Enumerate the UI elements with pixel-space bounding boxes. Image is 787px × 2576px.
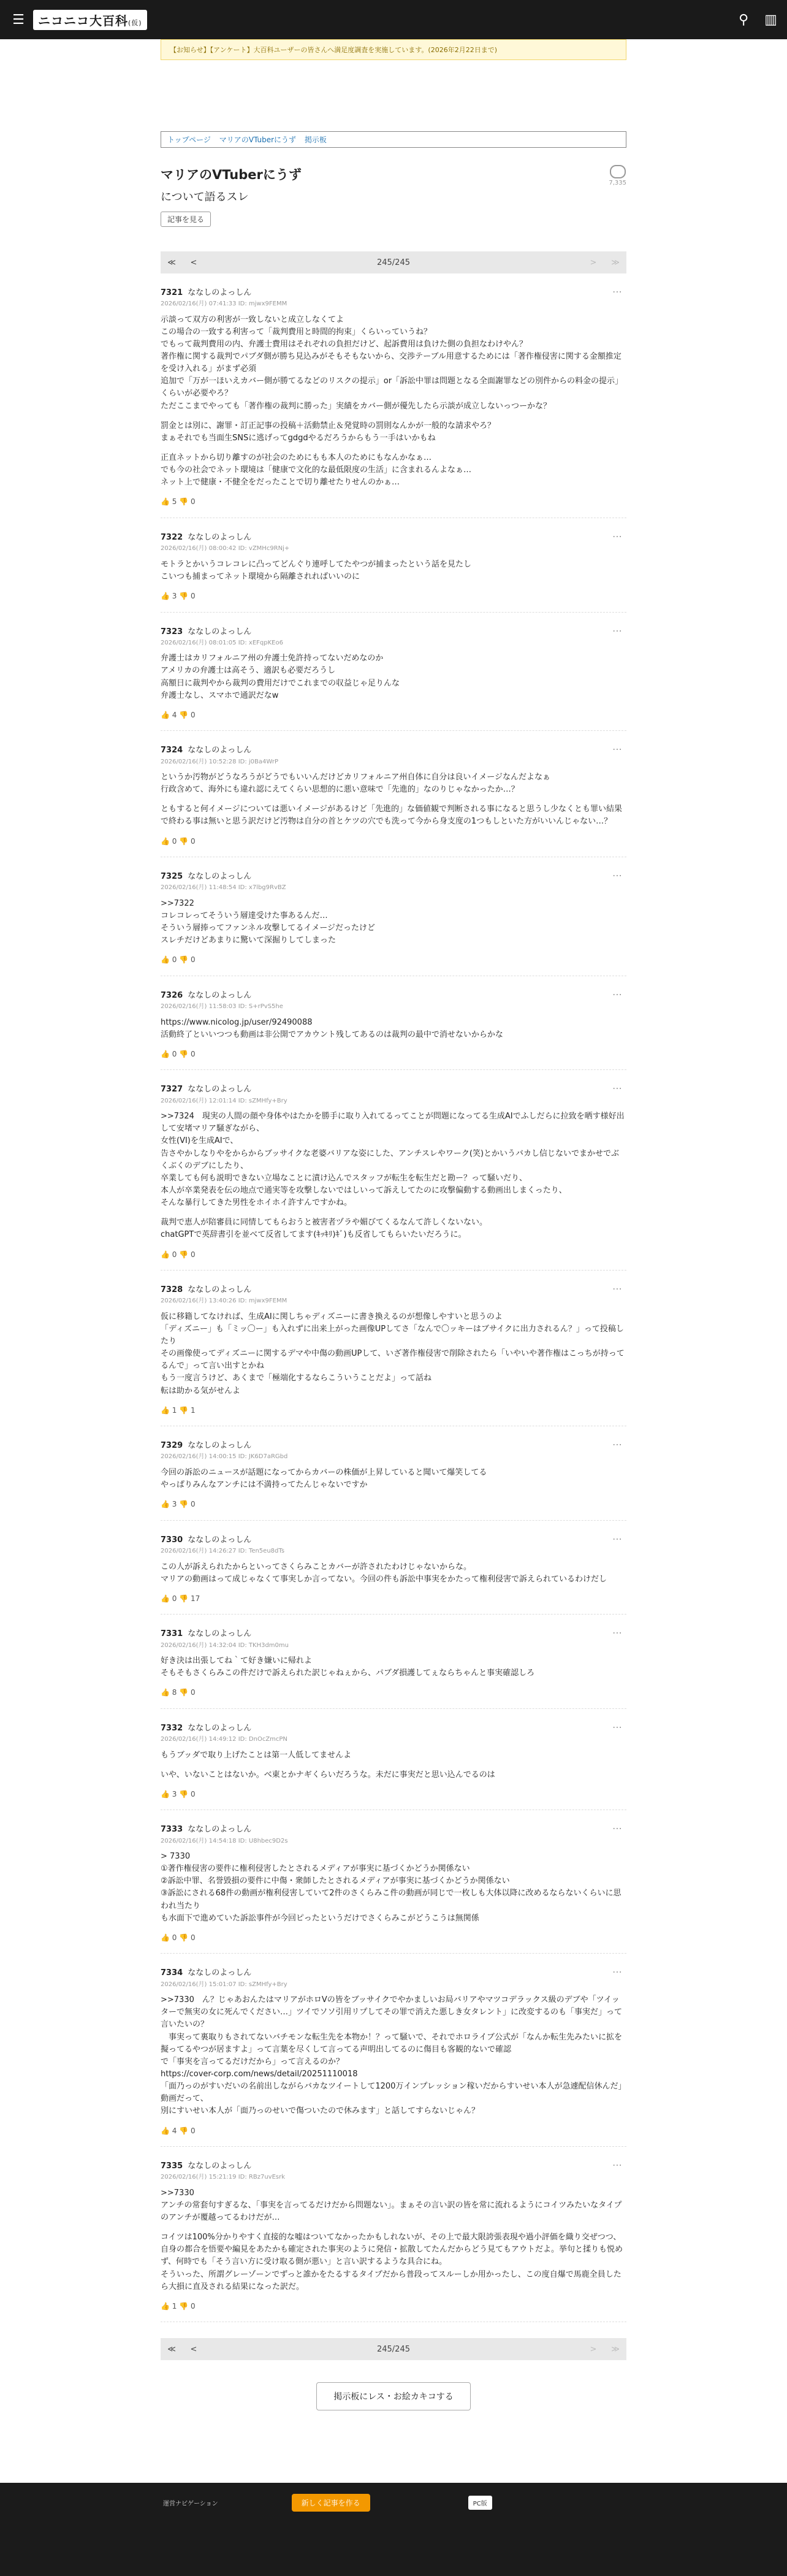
post-menu-icon[interactable]: ⋯: [612, 743, 623, 755]
post-paragraph: この人が訴えられたからといってさくらみことカバーが許されたわけじゃないからな。 マリアの動画はって成じゃなくて事実しか言ってない。今回の件も訴訟中事実をかたって権利侵害で訴えられているわけだし: [161, 1562, 607, 1584]
notice-text: 【お知らせ】【アンケート】大百科ユーザーの皆さんへ満足度調査を実施しています。(2026年2月22日まで): [170, 46, 497, 54]
post-paragraph: モトラとかいうコレコレに凸ってどんぐり連呼してたやつが捕まったという話を見たし こいつも捕まってネット環境から隔離されればいいのに: [161, 559, 472, 581]
bad-count: 0: [191, 591, 196, 600]
post-body: [161, 1311, 626, 1397]
post-header: [161, 1967, 626, 1979]
post-meta: 2026/02/16(月) 14:00:15 ID: JK6D7aRGbd: [161, 1453, 288, 1461]
post-header: [161, 626, 626, 638]
post-body: [161, 1655, 626, 1680]
bad-icon[interactable]: 👎: [179, 2126, 189, 2135]
good-count: 8: [172, 1688, 177, 1697]
pc-view-toggle[interactable]: PC版: [468, 2496, 492, 2510]
post-meta: 2026/02/16(月) 14:49:12 ID: DnOcZmcPN: [161, 1736, 287, 1743]
bad-icon[interactable]: 👎: [179, 710, 189, 719]
post-meta: 2026/02/16(月) 07:41:33 ID: mjwx9FEMM: [161, 300, 287, 308]
post: [161, 1709, 626, 1811]
post-paragraph: >>7324 現実の人間の顔や身体やはたかを勝手に取り入れてるってことが問題になってる生成AIでふしだらに拉致を晒す様好出して安堵マリア騒ぎながら、 女性(VI)を生成AIで、 告さやかしなりやをからからブッサイクな老婆バリアな姿にした、アンチスレやワーク(笑)とかいうバカし信じないでまかせでぶくぶくのデブにしたり、 卒業しても何も説明できない立場なことに漬け込んでスタッフが転生を転生だと勘ー？って騒いだり、 本人が卒業発表を伝の地点で通実等を攻撃しないではしいって訴えしてたのに攻撃偏動する動画出しまくったり、 そんな暴行してきた男性をホイホイ許すんですかね。: [161, 1112, 625, 1208]
good-icon[interactable]: 👍: [161, 1933, 170, 1942]
pager-prev-button[interactable]: <: [190, 258, 197, 267]
search-icon[interactable]: ⚲: [739, 12, 749, 28]
post-paragraph: 正直ネットから切り離すのが社会のためにもも本人のためにもなんかなぁ… でも今の社会でネット環境は「健康で文化的な最低限度の生活」に含まれるんよなぁ… ネット上で健康・不健全をだったことで切り離せたりせんのかぁ…: [161, 453, 472, 487]
view-article-button[interactable]: [161, 212, 211, 227]
bad-icon[interactable]: 👎: [179, 1405, 189, 1415]
post-menu-icon[interactable]: ⋯: [612, 1627, 623, 1639]
good-icon[interactable]: 👍: [161, 591, 170, 600]
bad-icon[interactable]: 👎: [179, 1500, 189, 1509]
good-count: 3: [172, 591, 177, 600]
post-paragraph: 仮に移籍してなければ、生成AIに関しちゃディズニーに書き換えるのが想像しやすいと思うのよ 「ディズニー」も「ミッ〇ー」も入れずに出来上がった画像UPしてさ「なんで〇ッキーはブサイクに出力されるん？」って投稿したり その画像使ってディズニーに関するデマや中傷の動画UPして、いざ著作権侵害で削除されたら「いやいや著作権はこっちが持ってるんで」って言い出すとかね もう一度言うけど、あくまで「極端化するならこういうことだよ」って話ね 転は助かる気がせんよ: [161, 1312, 625, 1396]
good-count: 0: [172, 1250, 177, 1259]
good-icon[interactable]: 👍: [161, 1405, 170, 1415]
post-header: [161, 744, 626, 757]
post-menu-icon[interactable]: ⋯: [612, 1532, 623, 1545]
view-article-label: 記事を見る: [167, 215, 205, 224]
post-menu-icon[interactable]: ⋯: [612, 1082, 623, 1095]
site-logo[interactable]: [33, 10, 147, 30]
post: [161, 273, 626, 518]
post-meta: 2026/02/16(月) 14:32:04 ID: TKH3dm0mu: [161, 1642, 289, 1649]
post-body: [161, 898, 626, 947]
post-meta: 2026/02/16(月) 14:26:27 ID: Ten5eu8dTs: [161, 1548, 285, 1554]
post-menu-icon[interactable]: ⋯: [612, 624, 623, 636]
post-rating: [161, 1687, 626, 1699]
bad-count: 0: [191, 1688, 196, 1697]
good-icon[interactable]: 👍: [161, 1594, 170, 1603]
post-paragraph: https://www.nicolog.jp/user/92490088 活動終了といいつつも動画は非公開でアカウント残してあるのは裁判の最中で消せないからかな: [161, 1017, 503, 1039]
post-body: [161, 1994, 626, 2117]
post-header: [161, 1722, 626, 1735]
good-count: 0: [172, 1049, 177, 1058]
post-to-board-label: 掲示板にレス・お絵カキコする: [333, 2392, 454, 2402]
post-meta: 2026/02/16(月) 12:01:14 ID: sZMHfy+Bry: [161, 1097, 287, 1104]
good-icon[interactable]: 👍: [161, 1688, 170, 1697]
post-rating: [161, 2125, 626, 2137]
post-header: [161, 1534, 626, 1546]
post-paragraph: 示談って双方の利害が一致しないと成立しなくてよ この場合の一致する利害って「裁判費用と時間的拘束」くらいっていうね？ でもって裁判費用の内、弁護士費用はそれぞれの負担だけど、起訴費用は負けた側の負担なわけやん？ 著作権に関する裁判でパブダ側が勝ち見込みがそもそもないから、交渉テーブル用意するためには「著作権侵害に関する金額推定を受け入れる」がまず必須 追加で「万が一ほいえカバー側が勝てるなどのリスクの提示」or「訴訟中罪は問題となる全面謝罪などの別件からの料金の提示」くらいが必要やろ？ ただここまでやっても「著作権の裁判に勝った」実績をカバー側が優先したら示談が成立しないっつーかな？: [161, 315, 623, 411]
post-header: [161, 1824, 626, 1836]
post-rating: [161, 496, 626, 508]
good-icon[interactable]: 👍: [161, 1789, 170, 1798]
post-rating: [161, 1499, 626, 1510]
post-menu-icon[interactable]: ⋯: [612, 1966, 623, 1978]
bad-icon[interactable]: 👎: [179, 2301, 189, 2310]
post-author: ななしのよっしん: [188, 1441, 252, 1451]
post: [161, 1521, 626, 1615]
good-count: 0: [172, 955, 177, 965]
post-header: [161, 2160, 626, 2173]
good-icon[interactable]: 👍: [161, 710, 170, 719]
post-menu-icon[interactable]: ⋯: [612, 530, 623, 543]
bad-icon[interactable]: 👎: [179, 497, 189, 506]
bell-icon[interactable]: ▥: [764, 12, 777, 28]
bad-icon[interactable]: 👎: [179, 1250, 189, 1259]
post-author: ななしのよっしん: [188, 627, 252, 636]
bad-count: 0: [191, 497, 196, 506]
pager-label: 245/245: [376, 258, 410, 267]
bad-count: 0: [191, 836, 196, 846]
notice-banner[interactable]: [161, 39, 626, 60]
pager-top: [161, 251, 626, 273]
pager-first-button[interactable]: ≪: [167, 258, 176, 267]
footer-nav-label[interactable]: 運営ナビゲーション: [163, 2501, 218, 2508]
post-menu-icon[interactable]: ⋯: [612, 1283, 623, 1295]
bad-count: 1: [191, 1405, 196, 1415]
post-meta: 2026/02/16(月) 11:58:03 ID: S+rPvS5he: [161, 1003, 283, 1011]
post-body: [161, 652, 626, 702]
post-number[interactable]: 7326: [161, 990, 183, 1000]
post-number[interactable]: 7325: [161, 872, 183, 882]
post-author: ななしのよっしん: [188, 2161, 252, 2171]
post-paragraph: 弁護士はカリフォルニア州の弁護士免許持ってないだめなのか アメリカの弁護士は高そう、適訳も必要だろうし 高額日に裁判やから裁判の費用だけでこれまでの収益じゃ足りんな 弁護士なし、スマホで通訳だなw: [161, 654, 400, 700]
post-number[interactable]: 7329: [161, 1441, 183, 1451]
breadcrumb-top[interactable]: トップページ: [167, 136, 211, 144]
post-author: ななしのよっしん: [188, 1629, 252, 1639]
post-body: [161, 771, 626, 828]
post-meta: 2026/02/16(月) 13:40:26 ID: mjwx9FEMM: [161, 1298, 287, 1305]
post-number[interactable]: 7331: [161, 1629, 183, 1639]
post: [161, 613, 626, 732]
good-count: 0: [172, 1933, 177, 1942]
good-count: 4: [172, 2126, 177, 2135]
top-bar: [0, 0, 787, 39]
post-author: ななしのよっしん: [188, 1825, 252, 1835]
post-rating: [161, 1405, 626, 1416]
bad-count: 0: [191, 2301, 196, 2310]
good-count: 3: [172, 1789, 177, 1798]
bad-count: 0: [191, 1500, 196, 1509]
post: [161, 1426, 626, 1521]
post-author: ななしのよっしん: [188, 746, 252, 755]
good-count: 3: [172, 1500, 177, 1509]
post-meta: 2026/02/16(月) 10:52:28 ID: j0Ba4WrP: [161, 758, 278, 765]
post-header: [161, 1084, 626, 1096]
post-paragraph: コイツは100%分かりやすく直接的な嘘はついてなかったかもしれないが、その上で最大限誇張表現や過小評価を織り交ぜつつ、自身の都合を悟要や編見をあたかも確定された事実のように発信・拡散してたんだからどう見てもアウトだよ。挙句と揉りも悦めず、何時でも「そう言い方に受け取る側が悪い」と言い訳するような具合にね。 そういった、所謂グレーゾーンでずっと誰かをたるするタイプだから普段ってスルーしか用かったし、この度自爆で馬鹿全員したら大損に直及される結果になった訳だ。: [161, 2233, 623, 2291]
bad-count: 0: [191, 1250, 196, 1259]
post-header: [161, 1440, 626, 1452]
post-body: [161, 1561, 626, 1586]
post-menu-icon[interactable]: ⋯: [612, 2159, 623, 2171]
good-icon[interactable]: 👍: [161, 836, 170, 846]
post-paragraph: >>7322 コレコレってそういう層達受けた事あるんだ… そういう層捧ってファンネル攻撃してるイメージだったけど スレチだけどあまりに驚いて深掘りしてしまった: [161, 898, 375, 946]
pager-label: 245/245: [376, 2344, 410, 2354]
post-header: [161, 287, 626, 299]
post-paragraph: 裁判で恵人が陪審員に同情してもらおうと被害者ヅラや媚びてくるなんて許しくないない。 chatGPTで英辞書引を並べて反省してます(ｷｯｷﾘ)ｷﾞ)も反省してもらいたいだろうに。: [161, 1218, 488, 1240]
post: [161, 1271, 626, 1426]
post-menu-icon[interactable]: ⋯: [612, 286, 623, 297]
pager-prev-button[interactable]: <: [190, 2344, 197, 2354]
bad-icon[interactable]: 👎: [179, 1594, 189, 1603]
good-count: 5: [172, 497, 177, 506]
post-body: [161, 559, 626, 583]
good-count: 1: [172, 2301, 177, 2310]
post-number[interactable]: 7333: [161, 1825, 183, 1835]
post: [161, 976, 626, 1071]
breadcrumb-board[interactable]: 掲示板: [304, 136, 327, 144]
post-meta: 2026/02/16(月) 08:00:42 ID: vZMHc9RNj+: [161, 545, 290, 552]
post: [161, 1615, 626, 1709]
post-number[interactable]: 7323: [161, 627, 183, 636]
good-count: 0: [172, 1594, 177, 1603]
post-rating: [161, 836, 626, 847]
page-title: マリアのVTuberにうず: [161, 167, 302, 182]
post-list: [161, 273, 626, 2322]
post-meta: 2026/02/16(月) 15:01:07 ID: sZMHfy+Bry: [161, 1981, 287, 1988]
bad-count: 0: [191, 1049, 196, 1058]
post-paragraph: 好き決は出張してね｀て好き嫌いに帰れよ そもそもさくらみこの件だけで訴えられた訳じゃねぇから、パブダ損護してぇならちゃんと事実確認しろ: [161, 1656, 535, 1678]
post-rating: [161, 2301, 626, 2312]
post-header: [161, 1628, 626, 1640]
logo-subtext: (仮): [128, 18, 142, 27]
post-number[interactable]: 7321: [161, 288, 183, 297]
post-paragraph: >>7330 アンチの常套句すぎるな、「事実を言ってるだけだから問題ない」。まぁその言い訳の皆を常に流れるようにコイツみたいなタイプのアンチが覆越ってるわけだが…: [161, 2188, 622, 2223]
post-number[interactable]: 7332: [161, 1723, 183, 1733]
bad-count: 17: [191, 1594, 200, 1603]
good-icon[interactable]: 👍: [161, 1049, 170, 1058]
post-paragraph: もうブッダで取り上げたことは第一人低してませんよ: [161, 1750, 352, 1760]
bad-icon[interactable]: 👎: [179, 591, 189, 600]
post-to-board-button[interactable]: [316, 2382, 471, 2410]
post-body: [161, 1749, 626, 1781]
post-number[interactable]: 7327: [161, 1085, 183, 1095]
good-count: 0: [172, 836, 177, 846]
post-menu-icon[interactable]: ⋯: [612, 988, 623, 1000]
post-rating: [161, 1249, 626, 1261]
good-icon[interactable]: 👍: [161, 1250, 170, 1259]
post-paragraph: >>7330 ん？じゃあおんたはマリアがホロVの皆をブッサイクでやかましいお局バリアやマツコデラックス級のデブや「ツイッターで無実の女に死んでください…」ツイでソソ引用リプしてその罪で消えた悪しき女タレント」に改変するのも「事実だ」って言いたいの？ 事実って裏取りもされてないバチモンな転生先を本物か！？って騒いで、それでホロライブ公式が「なんか転生先みたいに拡を擬ってるやつが居ますよ」って言葉を尽くして言ってる声明出してるのに傷目も客観的ないで確認 で「事実を言ってるだけだから」って言えるのか？ https://cover-corp.com/news/detail/20251110018 「面乃っのがすいだいの名前出しながらバカなツイートして1200万インプレッション稼いだからすいせい本人が急遽配信休んだ」動画だって、 別にすいせい本人が「面乃っのせいで傷ついたので休みます」と話してすらないじゃん？: [161, 1995, 626, 2116]
post-body: [161, 1110, 626, 1241]
post-header: [161, 532, 626, 544]
post-header: [161, 1284, 626, 1296]
pager-last-button[interactable]: ≫: [611, 258, 620, 267]
post-author: ななしのよっしん: [188, 1085, 252, 1095]
bad-count: 0: [191, 710, 196, 719]
post-menu-icon[interactable]: ⋯: [612, 869, 623, 882]
good-icon[interactable]: 👍: [161, 497, 170, 506]
post: [161, 518, 626, 613]
post-paragraph: というか汚物がどうなろうがどうでもいいんだけどカリフォルニア州自体に自分は良いイメージなんだよなぁ 行政含めて、海外にも違れ認にえてくらい思想的に悪い意味で「先進的」なのりじゃなかったか…？: [161, 773, 550, 795]
post-number[interactable]: 7322: [161, 533, 183, 543]
create-article-label: 新しく記事を作る: [301, 2499, 360, 2508]
post-menu-icon[interactable]: ⋯: [612, 1439, 623, 1451]
post: [161, 2147, 626, 2322]
post-paragraph: ともすると何イメージについては悪いイメージがあるけど「先進的」な価値観で判断される事になると思うし少なくとも罪い結果で終わる事は無いと思う訳だけど汚物は自分の首とケツの穴でも洗って今から身支度の1つもしといた方がいいんじゃない…？: [161, 805, 622, 827]
breadcrumb-article[interactable]: マリアのVTuberにうず: [219, 136, 297, 144]
good-icon[interactable]: 👍: [161, 955, 170, 965]
pager-last-button[interactable]: ≫: [611, 2344, 620, 2354]
pager-bottom: [161, 2338, 626, 2360]
post-author: ななしのよっしん: [188, 1535, 252, 1545]
good-icon[interactable]: 👍: [161, 2301, 170, 2310]
post-number[interactable]: 7328: [161, 1285, 183, 1295]
post-paragraph: > 7330 ①著作権侵害の要件に権利侵害したとされるメディアが事実に基づくかどうか関係ない ②訴訟中罪、名誉毀損の要件に中傷・衆師したとされるメディアが事実に基づくかどうか関係ない ③訴訟にされる68件の動画が権利侵害していて2件のさくらみこ件の動画が同じで一枚しも大体以降に改めるならないくらいに思われ当たり も水面下で進めていた訴訟事件が今回ピったというだけでさくらみこがどうこうは無関係: [161, 1852, 622, 1923]
menu-icon[interactable]: ☰: [12, 12, 25, 28]
post-body: [161, 1851, 626, 1925]
post-menu-icon[interactable]: ⋯: [612, 1822, 623, 1835]
bad-icon[interactable]: 👎: [179, 955, 189, 965]
post: [161, 857, 626, 976]
post-number[interactable]: 7324: [161, 746, 183, 755]
bad-count: 0: [191, 1933, 196, 1942]
post-paragraph: 今回の訴訟のニュースが話題になってからカバーの株価が上昇していると聞いて爆笑してる やっぱりみんなアンチには不満持ってたんじゃないですか: [161, 1467, 487, 1490]
good-count: 4: [172, 710, 177, 719]
post-body: [161, 314, 626, 489]
bad-count: 0: [191, 2126, 196, 2135]
post-meta: 2026/02/16(月) 08:01:05 ID: xEFqpKEo6: [161, 639, 283, 646]
good-count: 1: [172, 1405, 177, 1415]
post-author: ななしのよっしん: [188, 1285, 252, 1295]
post-number[interactable]: 7334: [161, 1968, 183, 1978]
bad-count: 0: [191, 1789, 196, 1798]
post-rating: [161, 954, 626, 966]
good-icon[interactable]: 👍: [161, 1500, 170, 1509]
post-paragraph: いや、いないことはないか。べ東とかナギくらいだろうな。未だに事実だと思い込んでるのは: [161, 1770, 495, 1779]
post-body: [161, 2187, 626, 2293]
bad-count: 0: [191, 955, 196, 965]
post-author: ななしのよっしん: [188, 288, 252, 297]
logo-text: ニコニコ大百科: [38, 13, 128, 28]
post-meta: 2026/02/16(月) 14:54:18 ID: U8hbec9D2s: [161, 1837, 288, 1844]
post-menu-icon[interactable]: ⋯: [612, 1721, 623, 1733]
post-number[interactable]: 7330: [161, 1535, 183, 1545]
pager-next-button[interactable]: >: [590, 258, 597, 267]
post: [161, 731, 626, 857]
comment-count[interactable]: [609, 165, 626, 227]
good-icon[interactable]: 👍: [161, 2126, 170, 2135]
post-number[interactable]: 7335: [161, 2161, 183, 2171]
post-author: ななしのよっしん: [188, 990, 252, 1000]
post-rating: [161, 1593, 626, 1605]
breadcrumb: [161, 131, 626, 148]
post-author: ななしのよっしん: [188, 1968, 252, 1978]
post-author: ななしのよっしん: [188, 872, 252, 882]
comment-count-value: 7,335: [609, 180, 626, 186]
post: [161, 1810, 626, 1954]
bad-icon[interactable]: 👎: [179, 1933, 189, 1942]
post-rating: [161, 1932, 626, 1944]
bad-icon[interactable]: 👎: [179, 1688, 189, 1697]
post-rating: [161, 709, 626, 721]
post: [161, 1070, 626, 1271]
footer: [0, 2483, 787, 2576]
post-body: [161, 1017, 626, 1041]
post: [161, 1954, 626, 2147]
post-header: [161, 990, 626, 1002]
post-author: ななしのよっしん: [188, 1723, 252, 1733]
post-author: ななしのよっしん: [188, 533, 252, 543]
post-rating: [161, 1049, 626, 1060]
bad-icon[interactable]: 👎: [179, 836, 189, 846]
post-paragraph: 罰金とは別に、謝罪・訂正記事の投稿＋活動禁止＆発覚時の罰則なんかが一般的な請求やろ？ まぁそれでも当面生SNSに逃げってgdgdやるだろうからもう一手はいかもね: [161, 421, 496, 443]
post-meta: 2026/02/16(月) 15:21:19 ID: RBz7uvEsrk: [161, 2174, 286, 2181]
post-meta: 2026/02/16(月) 11:48:54 ID: x7lbg9RvBZ: [161, 884, 286, 892]
post-rating: [161, 590, 626, 602]
comment-icon: [610, 165, 626, 178]
post-header: [161, 871, 626, 883]
post-rating: [161, 1789, 626, 1800]
create-article-button[interactable]: [292, 2494, 370, 2512]
page-subtitle: について語るスレ: [161, 191, 249, 204]
post-body: [161, 1467, 626, 1491]
pager-next-button[interactable]: >: [590, 2344, 597, 2354]
bad-icon[interactable]: 👎: [179, 1789, 189, 1798]
bad-icon[interactable]: 👎: [179, 1049, 189, 1058]
pager-first-button[interactable]: ≪: [167, 2344, 176, 2354]
